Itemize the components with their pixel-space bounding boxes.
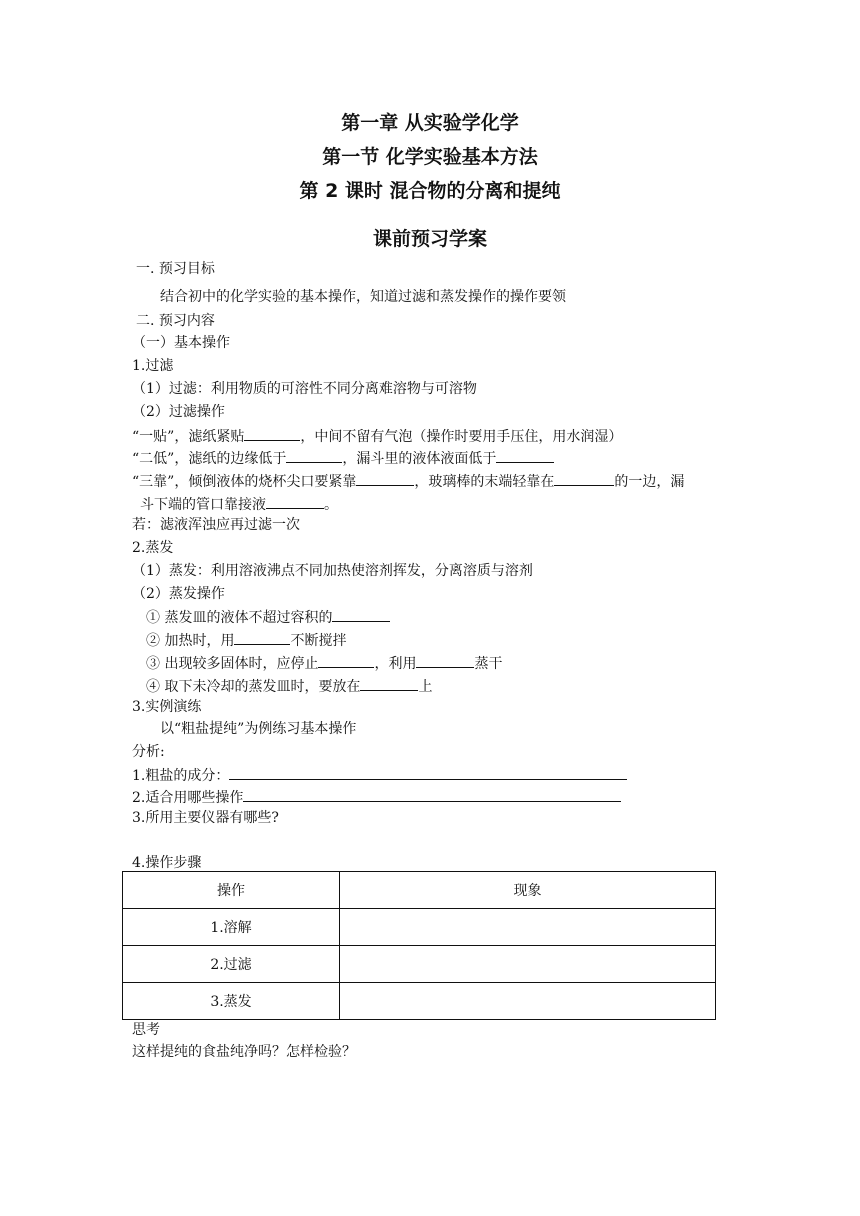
question-2-text: 2.适合用哪些操作	[132, 790, 244, 806]
evap-item-2-text-a: ② 加热时，用	[146, 633, 235, 649]
practice-text: 以“粗盐提纯”为例练习基本操作	[160, 721, 357, 737]
sankao-text-a: “三靠”，倾倒液体的烧杯尖口要紧靠	[132, 474, 357, 490]
evap-item-1-text: ① 蒸发皿的液体不超过容积的	[146, 610, 333, 626]
header-operation: 操作	[123, 872, 340, 909]
header-phenomenon: 现象	[340, 872, 716, 909]
yitie-text-b: ，中间不留有气泡（操作时要用手压住，用水润湿）	[300, 429, 623, 445]
question-1	[132, 765, 627, 785]
evap-item-2-text-b: 不断搅拌	[290, 633, 347, 649]
sankao-text-e: 。	[324, 497, 338, 513]
evap-item-3-text-c: 蒸干	[474, 656, 503, 672]
phenomenon-cell[interactable]	[340, 946, 716, 983]
sankao-line	[132, 471, 684, 491]
steps-heading: 4.操作步骤	[132, 855, 202, 871]
phenomenon-cell[interactable]	[340, 983, 716, 1020]
erdi-text-b: ，漏斗里的液体液面低于	[342, 451, 497, 467]
evap-item-1	[146, 607, 390, 627]
table-row	[123, 946, 716, 983]
think-title: 思考	[132, 1022, 160, 1038]
evap-item-4-text-a: ④ 取下未冷却的蒸发皿时，要放在	[146, 679, 361, 695]
filter-definition: （1）过滤：利用物质的可溶性不同分离难溶物与可溶物	[132, 381, 477, 397]
yitie-line	[132, 426, 622, 446]
erdi-line	[132, 448, 554, 468]
answer-blank[interactable]	[266, 494, 324, 509]
answer-blank[interactable]	[554, 471, 614, 486]
evap-item-4-text-b: 上	[418, 679, 433, 695]
practice-title: 3.实例演练	[132, 699, 202, 715]
answer-blank[interactable]	[356, 471, 414, 486]
goal-text: 结合初中的化学实验的基本操作，知道过滤和蒸发操作的操作要领	[160, 289, 566, 305]
answer-blank[interactable]	[229, 765, 627, 780]
answer-blank[interactable]	[286, 448, 342, 463]
steps-table	[122, 871, 716, 1020]
basic-ops-heading: （一）基本操作	[132, 335, 230, 351]
question-1-text: 1.粗盐的成分：	[132, 768, 230, 784]
evap-item-2	[146, 630, 346, 650]
filter-title: 1.过滤	[132, 358, 174, 374]
goal-heading: 一. 预习目标	[136, 261, 215, 277]
step-cell: 2.过滤	[123, 946, 340, 983]
sankao-text-b: ，玻璃棒的末端轻靠在	[414, 474, 555, 490]
analysis-label: 分析:	[132, 744, 165, 760]
step-cell: 3.蒸发	[123, 983, 340, 1020]
answer-blank[interactable]	[234, 630, 290, 645]
filter-note: 若：滤液浑浊应再过滤一次	[132, 517, 300, 533]
evap-item-3	[146, 653, 502, 673]
answer-blank[interactable]	[360, 676, 418, 691]
answer-blank[interactable]	[243, 787, 621, 802]
sankao-text-c: 的一边，漏	[614, 474, 685, 490]
table-row	[123, 983, 716, 1020]
erdi-text-a: “二低”，滤纸的边缘低于	[132, 451, 287, 467]
answer-blank[interactable]	[416, 653, 474, 668]
evap-item-3-text-b: ，利用	[374, 656, 417, 672]
answer-blank[interactable]	[318, 653, 374, 668]
yitie-text-a: “一贴”，滤纸紧贴	[132, 429, 245, 445]
content-heading: 二. 预习内容	[136, 313, 215, 329]
answer-blank[interactable]	[332, 607, 390, 622]
step-cell: 1.溶解	[123, 909, 340, 946]
evap-title: 2.蒸发	[132, 540, 174, 556]
answer-blank[interactable]	[496, 448, 554, 463]
question-2	[132, 787, 621, 807]
evap-ops-heading: （2）蒸发操作	[132, 586, 225, 602]
question-3: 3.所用主要仪器有哪些?	[132, 810, 279, 826]
answer-blank[interactable]	[244, 426, 300, 441]
filter-ops-heading: （2）过滤操作	[132, 404, 225, 420]
sheet-title: 课前预习学案	[372, 228, 487, 250]
table-row	[123, 909, 716, 946]
evap-item-4	[146, 676, 432, 696]
sankao-line-2	[140, 494, 338, 514]
section-title: 第一节 化学实验基本方法	[322, 146, 538, 168]
chapter-title: 第一章 从实验学化学	[341, 112, 519, 134]
sankao-text-d: 斗下端的管口靠接液	[140, 497, 266, 513]
table-header-row	[123, 872, 716, 909]
evap-definition: （1）蒸发：利用溶液沸点不同加热使溶剂挥发，分离溶质与溶剂	[132, 563, 533, 579]
phenomenon-cell[interactable]	[340, 909, 716, 946]
think-question: 这样提纯的食盐纯净吗？怎样检验？	[132, 1044, 356, 1060]
evap-item-3-text-a: ③ 出现较多固体时，应停止	[146, 656, 319, 672]
lesson-title: 第 2 课时 混合物的分离和提纯	[299, 180, 561, 202]
